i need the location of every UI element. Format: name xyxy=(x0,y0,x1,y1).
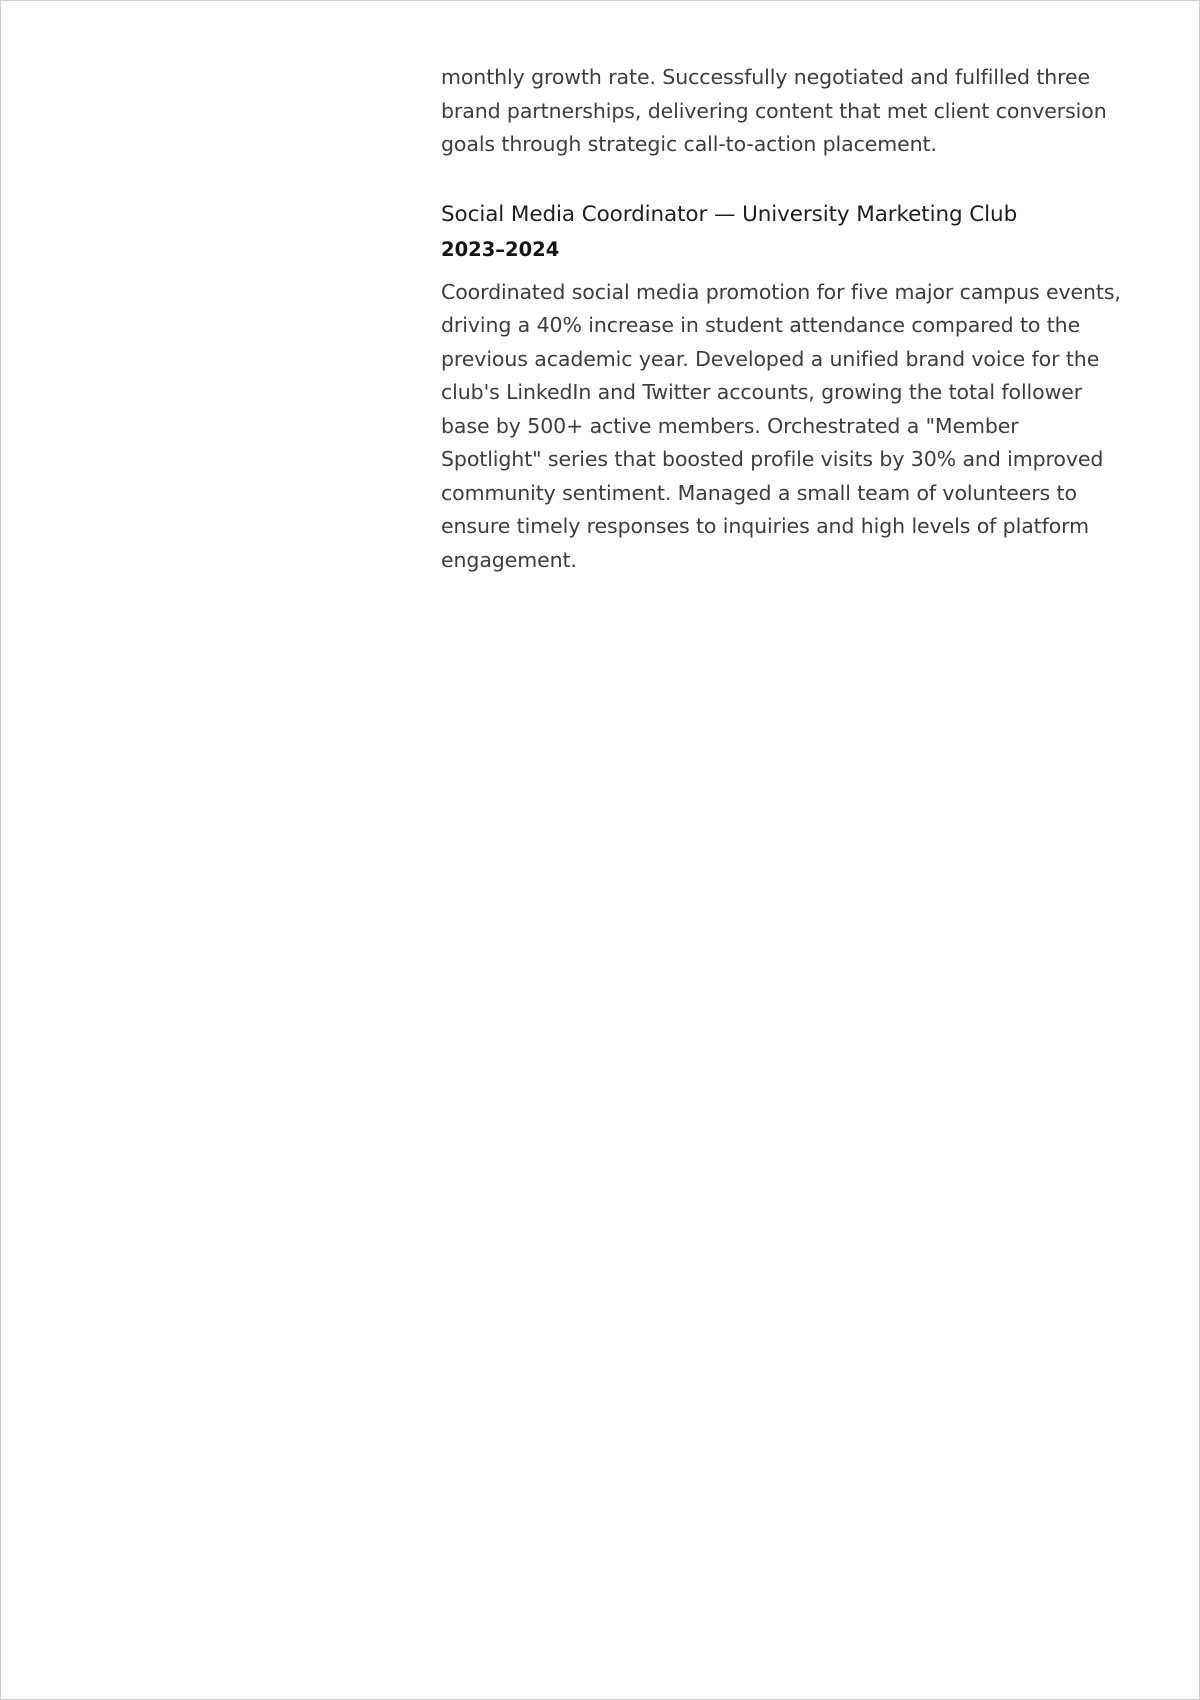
previous-entry-description: monthly growth rate. Successfully negotiated and fulfilled three brand partnerships, delivering content that met client conversion goals through strategic call-to-action placement. xyxy=(441,65,1107,156)
experience-entry xyxy=(441,200,1121,578)
job-description: Coordinated social media promotion for five major campus events, driving a 40% increase in student attendance compared to the previous academic year. Developed a unified brand voice for the club's LinkedIn and Twitter accounts, growing the total follower base by 500+ active members. Orchestrated a "Member Spotlight" series that boosted profile visits by 30% and improved community sentiment. Managed a small team of volunteers to ensure timely responses to inquiries and high levels of platform engagement. xyxy=(441,279,1121,572)
job-title: Social Media Coordinator — University Marketing Club xyxy=(441,201,1018,227)
job-dates: 2023–2024 xyxy=(441,237,560,261)
experience-column xyxy=(441,61,1121,577)
